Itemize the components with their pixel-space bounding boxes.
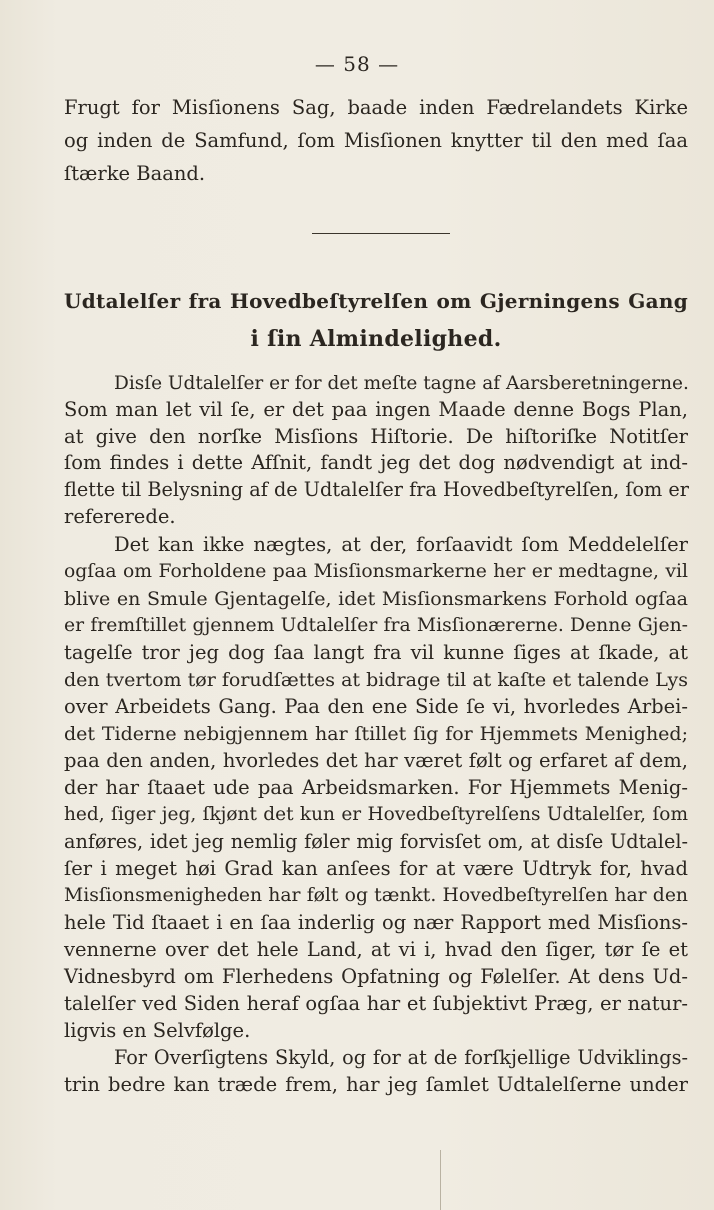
text-line: tagelſe tror jeg dog ſaa langt fra vil kunne ſiges at ſkade, at [64, 641, 688, 664]
page-number: — 58 — [314, 52, 400, 76]
text-line: talelſer ved Siden heraf ogſaa har et ſubjektivt Præg, er natur- [64, 992, 688, 1015]
text-line: der har ſtaaet ude paa Arbeidsmarken. For Hjemmets Menig- [64, 776, 688, 799]
page-gutter-line [440, 1150, 441, 1210]
text-line: hed, ſiger jeg, ſkjønt det kun er Hovedbeſtyrelſens Udtalelſer, ſom [64, 804, 688, 825]
text-line: For Overſigtens Skyld, og for at de forſkjellige Udviklings- [114, 1046, 688, 1069]
heading-line: Udtalelſer fra Hovedbeſtyrelſen om Gjerningens Gang [64, 289, 688, 313]
text-line: Vidnesbyrd om Flerhedens Opfatning og Følelſer. At dens Ud- [64, 965, 688, 988]
text-line: ſer i meget høi Grad kan anſees for at være Udtryk for, hvad [64, 857, 688, 880]
text-line: den tvertom tør forudſættes at bidrage til at kaſte et talende Lys [64, 669, 688, 691]
text-line: Som man let vil ſe, er det paa ingen Maade denne Bogs Plan, [64, 398, 688, 421]
text-line: hele Tid ſtaaet i en ſaa inderlig og nær Rapport med Misſions- [64, 911, 688, 934]
text-line: ſom findes i dette Afſnit, fandt jeg det dog nødvendigt at ind- [64, 451, 688, 474]
text-line: at give den norſke Misſions Hiſtorie. De hiſtoriſke Notitſer [64, 425, 688, 448]
text-line: flette til Belysning af de Udtalelſer fra Hovedbeſtyrelſen, ſom er [64, 478, 690, 501]
text-line: og inden de Samfund, ſom Misſionen knytter til den med ſaa [64, 129, 688, 152]
text-line: refererede. [64, 505, 176, 528]
text-line: ſtærke Baand. [64, 162, 206, 185]
text-line: over Arbeidets Gang. Paa den ene Side ſe vi, hvorledes Arbei- [64, 695, 688, 718]
text-line: Frugt for Misſionens Sag, baade inden Fædrelandets Kirke [64, 96, 688, 119]
text-line: trin bedre kan træde frem, har jeg ſamlet Udtalelſerne under [64, 1073, 688, 1096]
text-line: Det kan ikke nægtes, at der, forſaavidt ſom Meddelelſer [114, 533, 688, 556]
text-line: vennerne over det hele Land, at vi i, hvad den ſiger, tør ſe et [64, 938, 688, 961]
text-line: ligvis en Selvfølge. [64, 1019, 251, 1042]
text-line: Disſe Udtalelſer er for det meſte tagne af Aarsberetningerne. [114, 373, 689, 394]
heading-line: i ſin Almindelighed. [250, 326, 502, 352]
text-line: paa den anden, hvorledes det har været følt og erfaret af dem, [64, 749, 688, 772]
text-line: ogſaa om Forholdene paa Misſionsmarkerne her er medtagne, vil [64, 561, 688, 582]
section-divider [312, 233, 450, 234]
text-line: er fremſtillet gjennem Udtalelſer fra Misſionærerne. Denne Gjen- [64, 615, 688, 636]
text-line: blive en Smule Gjentagelſe, idet Misſionsmarkens Forhold ogſaa [64, 588, 688, 610]
text-line: det Tiderne nebigjennem har ſtillet ſig for Hjemmets Menighed; [64, 723, 688, 745]
text-line: anføres, idet jeg nemlig føler mig forvisſet om, at disſe Udtalel- [64, 830, 688, 853]
text-line: Misſionsmenigheden har følt og tænkt. Hovedbeſtyrelſen har den [64, 885, 688, 906]
